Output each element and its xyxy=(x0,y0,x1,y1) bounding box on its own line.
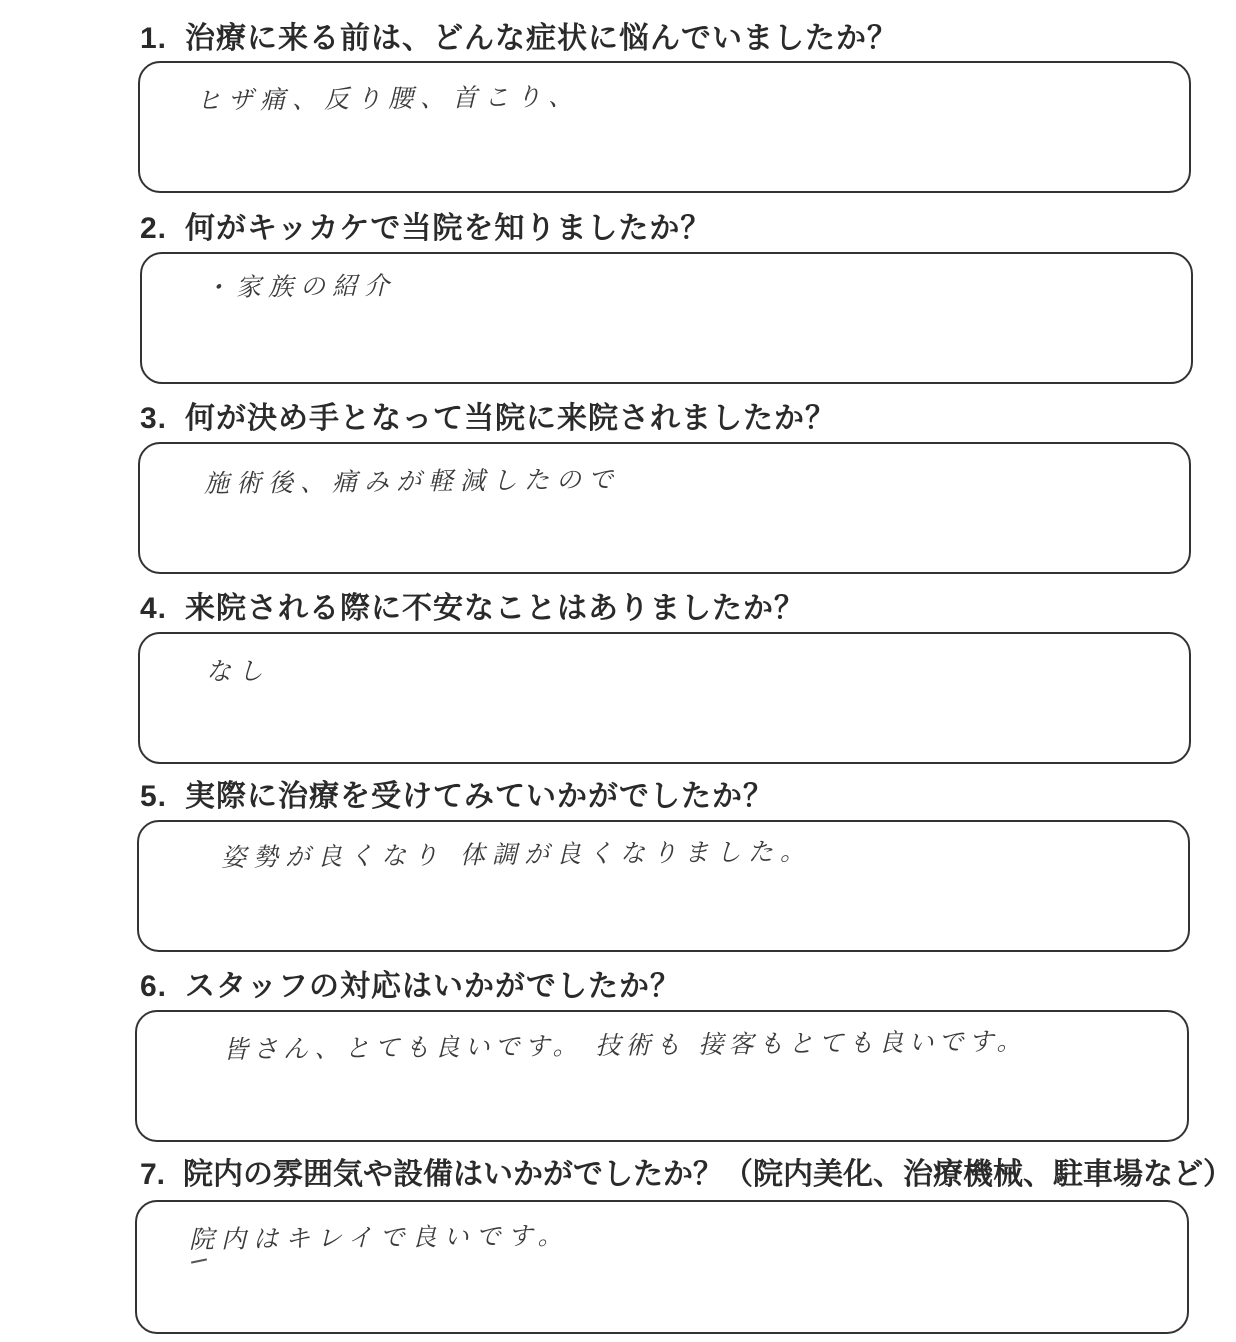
question-7-title xyxy=(140,1157,1233,1193)
question-6-number: 6. xyxy=(140,970,168,1003)
question-2-title xyxy=(140,211,711,247)
answer-box-7[interactable] xyxy=(135,1200,1189,1334)
answer-1-text: ヒザ痛、反り腰、首こり、 xyxy=(195,81,581,115)
question-5-title xyxy=(140,779,774,815)
question-5-number: 5. xyxy=(140,780,168,813)
question-6-title xyxy=(140,969,681,1005)
question-2-text: 何がキッカケで当院を知りましたか？ xyxy=(185,211,712,246)
question-7-number: 7. xyxy=(140,1158,166,1191)
answer-box-3[interactable] xyxy=(138,442,1191,574)
question-1-text: 治療に来る前は、どんな症状に悩んでいましたか？ xyxy=(185,21,899,56)
answer-box-6[interactable] xyxy=(135,1010,1189,1142)
answer-6-text: 皆さん、とても良いです。 技術も 接客もとても良いです。 xyxy=(222,1026,1027,1064)
question-2-number: 2. xyxy=(140,212,168,245)
question-4-text: 来院される際に不安なことはありましたか？ xyxy=(185,591,806,626)
answer-2-text: ・家族の紹介 xyxy=(203,270,397,302)
answer-5-text: 姿勢が良くなり 体調が良くなりました。 xyxy=(220,836,813,872)
question-3-title xyxy=(140,401,836,437)
answer-3-text: 施術後、痛みが軽減したので xyxy=(203,464,621,498)
question-4-title xyxy=(140,591,805,627)
answer-box-5[interactable] xyxy=(137,820,1190,952)
question-7-text: 院内の雰囲気や設備はいかがでしたか？（院内美化、治療機械、駐車場など） xyxy=(183,1157,1234,1192)
question-5-text: 実際に治療を受けてみていかがでしたか？ xyxy=(185,779,775,814)
question-3-text: 何が決め手となって当院に来院されましたか？ xyxy=(185,401,837,436)
question-1-title xyxy=(140,21,898,57)
question-4-number: 4. xyxy=(140,592,168,625)
answer-4-text: なし xyxy=(205,656,271,686)
answer-7-text: 院内はキレイで良いです。 xyxy=(188,1221,570,1254)
pen-stroke-mark xyxy=(191,1258,207,1263)
question-6-text: スタッフの対応はいかがでしたか？ xyxy=(185,969,682,1004)
answer-box-4[interactable] xyxy=(138,632,1191,764)
question-3-number: 3. xyxy=(140,402,168,435)
question-1-number: 1. xyxy=(140,22,168,55)
answer-box-2[interactable] xyxy=(140,252,1193,384)
answer-box-1[interactable] xyxy=(138,61,1191,193)
